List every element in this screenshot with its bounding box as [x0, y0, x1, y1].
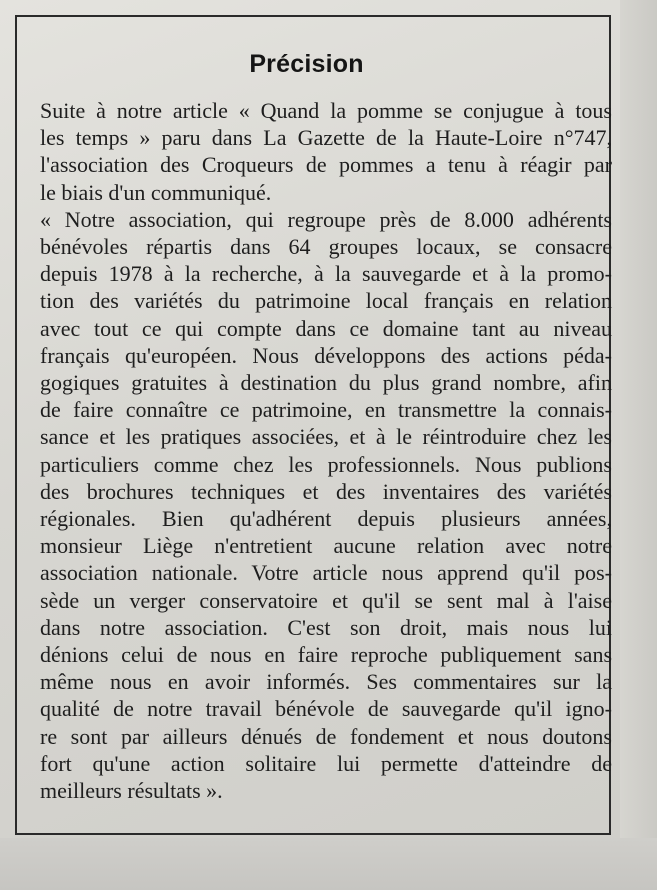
quote-line: « Notre association, qui regroupe près de 8.000 adhérents	[40, 206, 612, 232]
quote-line: particuliers comme chez les professionnels. Nous publions	[40, 451, 612, 477]
quote-line: fort qu'une action solitaire lui permette d'atteindre de	[40, 750, 612, 776]
quote-line: monsieur Liège n'entretient aucune relation avec notre	[40, 533, 612, 559]
intro-line: Suite à notre article « Quand la pomme se conjugue à tous	[40, 98, 612, 123]
quote-line: meilleurs résultats ».	[40, 778, 223, 804]
quote-line: de faire connaître ce patrimoine, en transmettre la connais-	[40, 397, 612, 423]
quote-line: sède un verger conservatoire et qu'il se sent mal à l'aise	[40, 587, 612, 613]
page-edge	[620, 0, 657, 890]
quote-line: sance et les pratiques associées, et à le réintroduire chez les	[40, 424, 612, 450]
quote-line: régionales. Bien qu'adhérent depuis plusieurs années,	[40, 506, 612, 532]
quote-line: des brochures techniques et des inventaires des variétés	[40, 478, 612, 504]
quote-line: dans notre association. C'est son droit, mais nous lui	[40, 614, 612, 640]
intro-line: les temps » paru dans La Gazette de la Haute-Loire n°747,	[40, 125, 612, 151]
article-title: Précision	[249, 50, 364, 78]
quote-line: même nous en avoir informés. Ses commentaires sur la	[40, 669, 612, 695]
quote-line: tion des variétés du patrimoine local français en relation	[40, 288, 612, 314]
quote-line: français qu'européen. Nous développons des actions péda-	[40, 342, 612, 368]
intro-line: l'association des Croqueurs de pommes a tenu à réagir par	[40, 152, 612, 178]
quote-line: qualité de notre travail bénévole de sauvegarde qu'il igno-	[40, 696, 612, 722]
intro-line: le biais d'un communiqué.	[40, 179, 272, 205]
quote-line: re sont par ailleurs dénués de fondement et nous doutons	[40, 723, 612, 749]
quote-line: avec tout ce qui compte dans ce domaine tant au niveau	[40, 315, 612, 341]
quote-line: bénévoles répartis dans 64 groupes locaux, se consacre	[40, 234, 612, 260]
article-body	[40, 97, 620, 804]
page-bottom-margin	[0, 838, 657, 890]
quote-line: association nationale. Votre article nous apprend qu'il pos-	[40, 560, 612, 586]
quote-line: gogiques gratuites à destination du plus grand nombre, afin	[40, 370, 612, 396]
quote-line: dénions celui de nous en faire reproche publiquement sans	[40, 642, 612, 668]
quote-line: depuis 1978 à la recherche, à la sauvegarde et à la promo-	[40, 261, 612, 287]
